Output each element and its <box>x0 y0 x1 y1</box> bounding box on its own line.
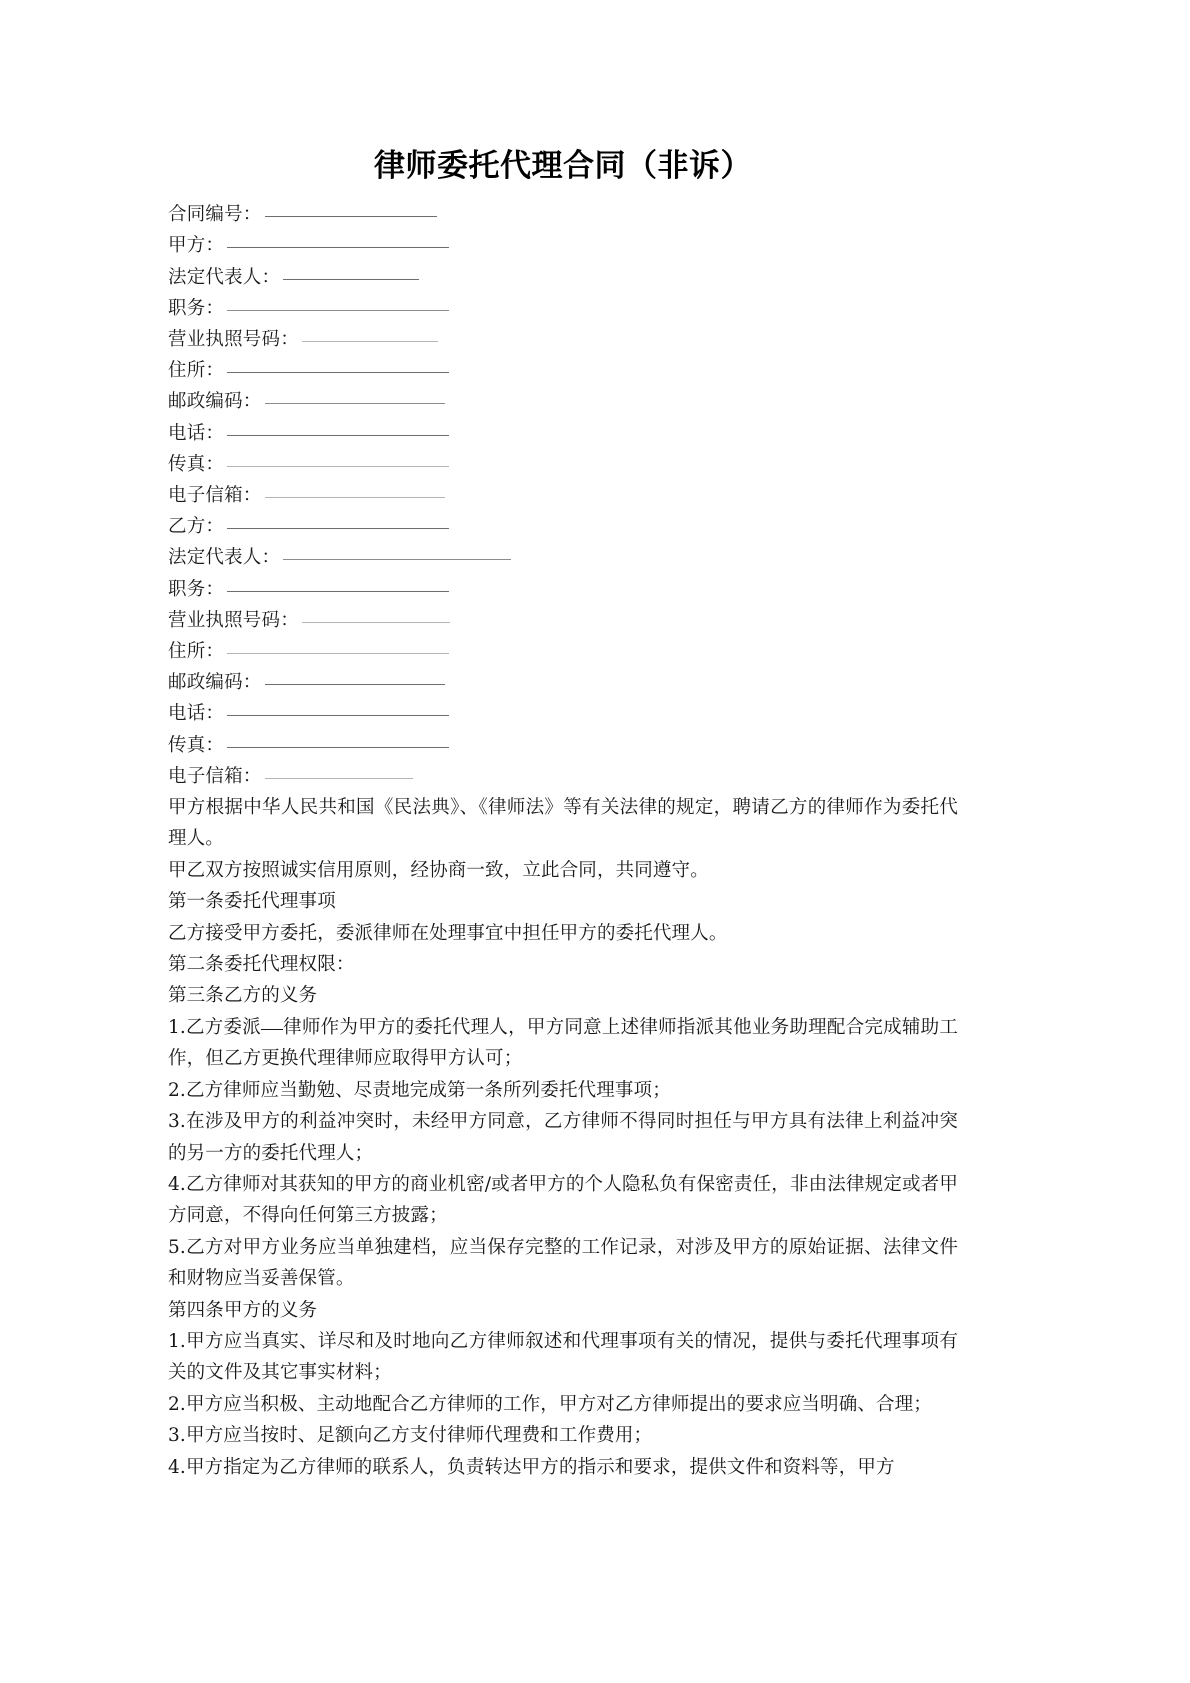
party-a-field-label: 电子信箱： <box>168 485 262 507</box>
party-a-field-blank[interactable] <box>302 324 438 342</box>
party-b-field-label: 传真： <box>168 734 225 756</box>
party-b-field-label: 电话： <box>168 703 225 725</box>
party-a-field-list <box>168 199 958 511</box>
party-b-field-label: 营业执照号码： <box>168 609 299 631</box>
document-content <box>168 0 958 1483</box>
contract-body <box>168 792 958 1483</box>
party-a-field-row <box>168 230 958 261</box>
party-a-field-label: 法定代表人： <box>168 266 281 288</box>
article-three-item-1-before: 1.乙方委派 <box>168 1016 262 1038</box>
party-b-field-row <box>168 511 958 542</box>
party-a-field-label: 电话： <box>168 422 225 444</box>
party-b-field-blank[interactable] <box>265 667 445 685</box>
party-b-field-row <box>168 698 958 729</box>
lawyer-name-blank[interactable] <box>261 1014 283 1030</box>
party-a-field-label: 住所： <box>168 360 225 382</box>
article-three-item-1 <box>168 1012 958 1075</box>
preamble-paragraph-2: 甲乙双方按照诚实信用原则，经协商一致，立此合同，共同遵守。 <box>168 859 709 881</box>
party-a-field-blank[interactable] <box>227 230 449 248</box>
article-three-item: 4.乙方律师对其获知的甲方的商业机密/或者甲方的个人隐私负有保密责任，非由法律规定或者甲方同意，不得向任何第三方披露； <box>168 1173 958 1227</box>
article-four-item-list <box>168 1326 958 1483</box>
article-three-item-list <box>168 1075 958 1295</box>
party-b-field-row <box>168 542 958 573</box>
party-b-field-blank[interactable] <box>283 542 511 560</box>
party-a-field-blank[interactable] <box>227 355 449 373</box>
party-a-field-row <box>168 199 958 230</box>
party-a-field-blank[interactable] <box>227 418 449 436</box>
article-three-item-1-after: 律师作为甲方的委托代理人，甲方同意上述律师指派其他业务助理配合完成辅助工作，但乙方更换代理律师应取得甲方认可； <box>168 1016 958 1070</box>
preamble-paragraph-1: 甲方根据中华人民共和国《民法典》、《律师法》等有关法律的规定，聘请乙方的律师作为委托代理人。 <box>168 797 958 850</box>
party-a-field-row <box>168 324 958 355</box>
party-b-field-blank[interactable] <box>227 698 449 716</box>
party-a-field-blank[interactable] <box>227 293 449 311</box>
article-three-heading: 第三条乙方的义务 <box>168 985 318 1007</box>
party-a-field-label: 传真： <box>168 453 225 475</box>
party-b-field-row <box>168 574 958 605</box>
party-a-field-row <box>168 262 958 293</box>
party-b-field-blank[interactable] <box>302 605 450 623</box>
article-four-item: 1.甲方应当真实、详尽和及时地向乙方律师叙述和代理事项有关的情况，提供与委托代理事项有关的文件及其它事实材料； <box>168 1330 958 1384</box>
party-b-field-label: 邮政编码： <box>168 672 262 694</box>
article-four-item: 2.甲方应当积极、主动地配合乙方律师的工作，甲方对乙方律师提出的要求应当明确、合理； <box>168 1393 932 1415</box>
article-two-heading: 第二条委托代理权限： <box>168 954 355 976</box>
party-a-field-blank[interactable] <box>283 262 419 280</box>
party-b-field-blank[interactable] <box>227 574 449 592</box>
party-a-field-blank[interactable] <box>265 386 445 404</box>
party-b-field-label: 电子信箱： <box>168 765 262 787</box>
party-a-field-row <box>168 355 958 386</box>
article-four-heading: 第四条甲方的义务 <box>168 1299 318 1321</box>
party-b-field-list <box>168 511 958 792</box>
party-a-field-label: 职务： <box>168 297 225 319</box>
party-b-field-blank[interactable] <box>227 636 449 654</box>
party-b-field-row <box>168 636 958 667</box>
party-a-field-label: 邮政编码： <box>168 391 262 413</box>
page-title: 律师委托代理合同（非诉） <box>374 148 752 184</box>
party-b-field-label: 乙方： <box>168 516 225 538</box>
article-three-item: 3.在涉及甲方的利益冲突时，未经甲方同意，乙方律师不得同时担任与甲方具有法律上利益冲突的另一方的委托代理人； <box>168 1111 958 1164</box>
article-four-item: 3.甲方应当按时、足额向乙方支付律师代理费和工作费用； <box>168 1425 653 1447</box>
article-three-item: 2.乙方律师应当勤勉、尽责地完成第一条所列委托代理事项； <box>168 1079 671 1101</box>
party-b-field-blank[interactable] <box>265 761 413 779</box>
party-a-field-row <box>168 449 958 480</box>
party-a-field-row <box>168 293 958 324</box>
party-b-field-label: 住所： <box>168 641 225 663</box>
party-a-field-label: 甲方： <box>168 235 225 257</box>
party-b-field-row <box>168 730 958 761</box>
party-a-field-blank[interactable] <box>265 480 445 498</box>
party-b-field-row <box>168 667 958 698</box>
article-one-heading: 第一条委托代理事项 <box>168 891 336 913</box>
article-three-item: 5.乙方对甲方业务应当单独建档，应当保存完整的工作记录，对涉及甲方的原始证据、法律文件和财物应当妥善保管。 <box>168 1236 958 1290</box>
party-b-field-row <box>168 761 958 792</box>
party-a-field-blank[interactable] <box>227 449 449 467</box>
party-a-field-label: 合同编号： <box>168 204 262 226</box>
article-four-item: 4.甲方指定为乙方律师的联系人，负责转达甲方的指示和要求，提供文件和资料等，甲方 <box>168 1456 895 1478</box>
party-b-field-blank[interactable] <box>227 730 449 748</box>
party-a-field-row <box>168 386 958 417</box>
party-a-field-blank[interactable] <box>265 199 437 217</box>
party-b-field-blank[interactable] <box>227 511 449 529</box>
party-b-field-row <box>168 605 958 636</box>
article-one-body: 乙方接受甲方委托，委派律师在处理事宜中担任甲方的委托代理人。 <box>168 922 728 944</box>
party-b-field-label: 法定代表人： <box>168 547 281 569</box>
party-a-field-row <box>168 480 958 511</box>
party-b-field-label: 职务： <box>168 578 225 600</box>
party-a-field-row <box>168 418 958 449</box>
party-a-field-label: 营业执照号码： <box>168 329 299 350</box>
